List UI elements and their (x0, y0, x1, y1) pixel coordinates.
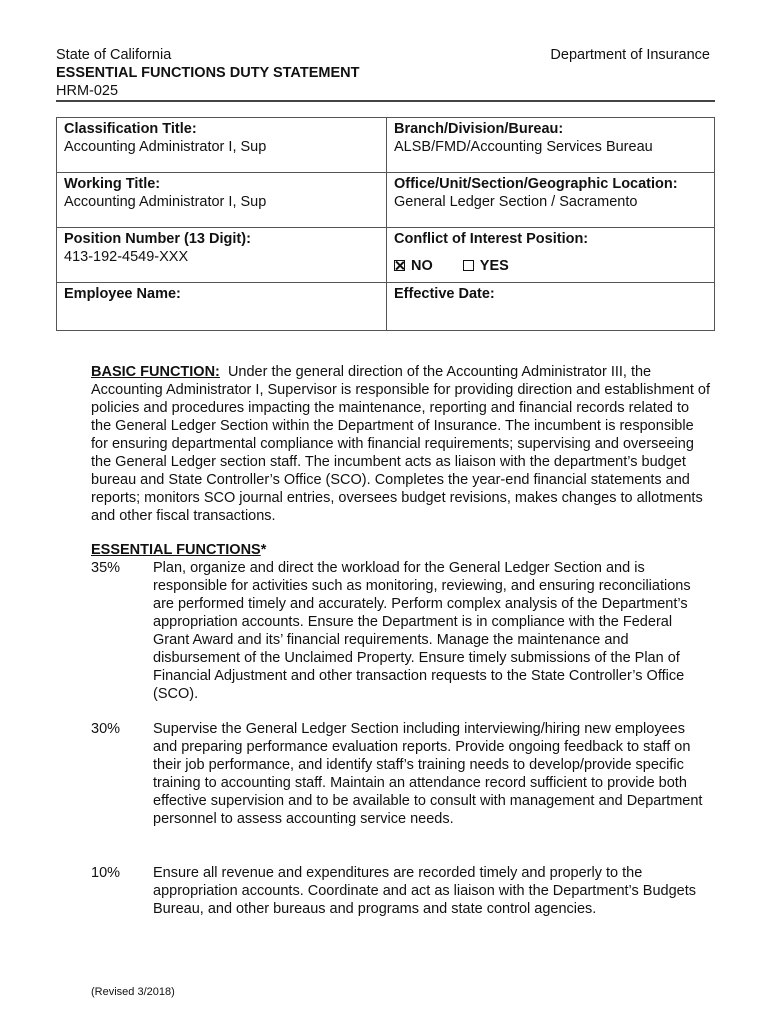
function-percent: 30% (91, 721, 121, 737)
classification-title-value: Accounting Administrator I, Sup (64, 139, 267, 155)
position-info-table (56, 117, 715, 331)
conflict-of-interest-options (394, 257, 707, 275)
basic-function-heading: BASIC FUNCTION: (91, 364, 220, 380)
branch-cell (387, 118, 715, 173)
essential-functions-heading: ESSENTIAL FUNCTIONS (91, 542, 261, 558)
conflict-of-interest-label: Conflict of Interest Position: (394, 231, 589, 247)
classification-title-cell (57, 118, 387, 173)
branch-label: Branch/Division/Bureau: (394, 121, 564, 137)
branch-value: ALSB/FMD/Accounting Services Bureau (394, 139, 653, 155)
essential-functions-asterisk: * (260, 542, 267, 558)
checkbox-checked-icon[interactable] (394, 260, 405, 271)
basic-function-section (91, 363, 711, 525)
function-text: Supervise the General Ledger Section including interviewing/hiring new employees and preparing performance evaluation reports. Provide ongoing feedback to staff on their job performance, and identify staff’s training needs to develop/provide specific training to accounting staff. Maintain an attendance record sufficient to provide both effective supervision and to be available to consult with management and Department personnel to assess accounting service needs. (153, 721, 703, 827)
classification-title-label: Classification Title: (64, 121, 197, 137)
employee-name-label: Employee Name: (64, 286, 181, 302)
working-title-label: Working Title: (64, 176, 161, 192)
state-name: State of California (56, 47, 172, 63)
function-text: Plan, organize and direct the workload for the General Ledger Section and is responsible for activities such as monitoring, reviewing, and ensuring reconciliations are performed timely and accurately. Perform complex analysis of the Department’s appropriation accounts. Ensure the Department is in compliance with the Federal Grant Award and its’ financial requirements. Manage the maintenance and disbursement of the Unclaimed Property. Ensure timely submissions of the Plan of Financial Adjustment and other transaction requests to the State Controller’s Office (SCO). (153, 560, 691, 702)
office-value: General Ledger Section / Sacramento (394, 194, 638, 210)
header-divider (56, 100, 715, 102)
working-title-cell (57, 173, 387, 228)
function-percent: 10% (91, 865, 121, 881)
effective-date-label: Effective Date: (394, 286, 495, 302)
document-header (56, 46, 359, 100)
office-cell (387, 173, 715, 228)
department-name: Department of Insurance (550, 47, 710, 63)
checkbox-empty-icon[interactable] (463, 260, 474, 271)
function-text: Ensure all revenue and expenditures are recorded timely and properly to the appropriation accounts. Coordinate and act as liaison with the Department’s Budgets Bureau, and other bureaus and programs and state control agencies. (153, 865, 696, 917)
position-number-label: Position Number (13 Digit): (64, 231, 251, 247)
position-number-value: 413-192-4549-XXX (64, 249, 189, 265)
conflict-no-label: NO (411, 258, 433, 274)
conflict-yes-label: YES (479, 258, 509, 274)
effective-date-cell (387, 283, 715, 331)
form-code: HRM-025 (56, 83, 119, 99)
function-percent: 35% (91, 560, 121, 576)
office-label: Office/Unit/Section/Geographic Location: (394, 176, 678, 192)
basic-function-text: Under the general direction of the Accounting Administrator III, the Accounting Administrator I, Supervisor is responsible for providing direction and establishment of policies and procedures impacting the maintenance, reporting and financial records related to the General Ledger Section within the Department of Insurance. The incumbent is responsible for ensuring departmental compliance with financial requirements; supervising and overseeing the General Ledger section staff. The incumbent acts as liaison with the department’s budget bureau and State Controller’s Office (SCO). Completes the year-end financial statements and reports; monitors SCO journal entries, oversees budget revisions, makes changes to allotments and other fiscal transactions. (91, 364, 710, 524)
conflict-of-interest-cell (387, 228, 715, 283)
document-title: ESSENTIAL FUNCTIONS DUTY STATEMENT (56, 65, 360, 81)
essential-functions-heading-row (91, 541, 711, 559)
revision-note: (Revised 3/2018) (91, 986, 175, 998)
working-title-value: Accounting Administrator I, Sup (64, 194, 267, 210)
employee-name-cell (57, 283, 387, 331)
position-number-cell (57, 228, 387, 283)
